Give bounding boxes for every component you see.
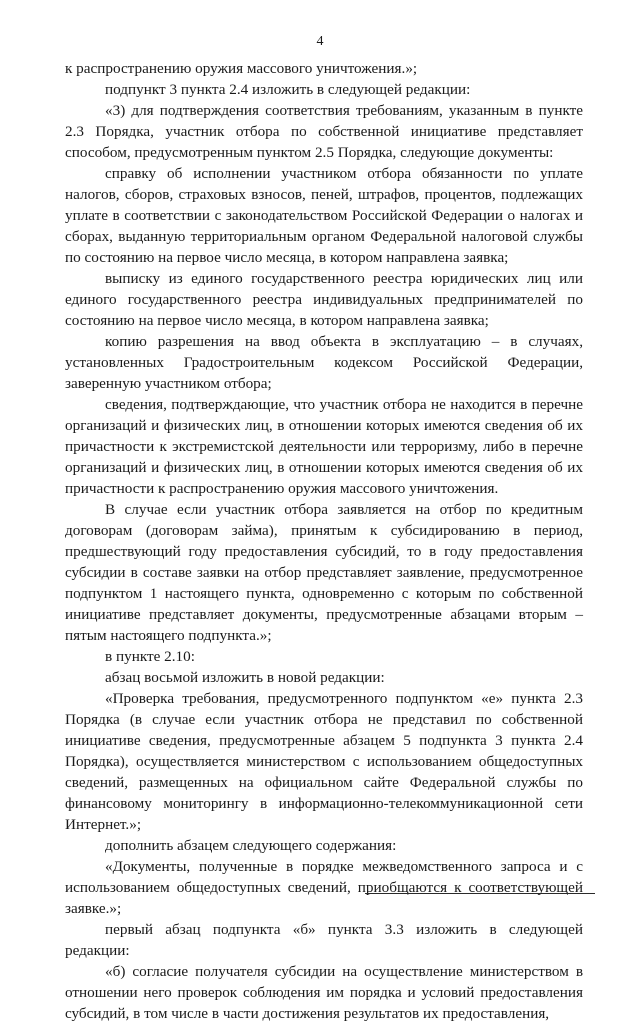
- document-body: [65, 58, 583, 1024]
- paragraph: «3) для подтверждения соответствия требованиям, указанным в пункте 2.3 Порядка, участник отбора по собственной инициативе представляет способом, предусмотренным пунктом 2.5 Порядка, следующие документы:: [65, 102, 583, 161]
- paragraph: «Документы, полученные в порядке межведомственного запроса и с использованием общедоступных сведений, приобщаются к соответствующей заявке.»;: [65, 858, 583, 917]
- paragraph: «б) согласие получателя субсидии на осуществление министерством в отношении него проверок соблюдения им порядка и условий предоставления субсидий, в том числе в части достижения результатов их предоставления,: [65, 963, 583, 1022]
- paragraph: в пункте 2.10:: [105, 648, 195, 665]
- paragraph: подпункт 3 пункта 2.4 изложить в следующей редакции:: [105, 81, 471, 98]
- paragraph: абзац восьмой изложить в новой редакции:: [105, 669, 385, 686]
- page-number: 4: [316, 34, 324, 49]
- footer-divider: [365, 893, 595, 894]
- paragraph: копию разрешения на ввод объекта в эксплуатацию – в случаях, установленных Градостроительным кодексом Российской Федерации, заверенную участником отбора;: [65, 333, 583, 392]
- paragraph: справку об исполнении участником отбора обязанности по уплате налогов, сборов, страховых взносов, пеней, штрафов, процентов, подлежащих уплате в соответствии с законодательством Российской Федерации о налогах и сборах, выданную территориальным органом Федеральной налоговой службы по состоянию на первое число месяца, в котором направлена заявка;: [65, 165, 583, 266]
- paragraph: В случае если участник отбора заявляется на отбор по кредитным договорам (договорам займа), принятым к субсидированию в период, предшествующий году предоставления субсидий, то в году предоставления субсидии в составе заявки на отбор представляет заявление, предусмотренное подпунктом 1 настоящего пункта, одновременно с которым по собственной инициативе представляет документы, предусмотренные абзацами вторым – пятым настоящего подпункта.»;: [65, 501, 583, 644]
- paragraph: первый абзац подпункта «б» пункта 3.3 изложить в следующей редакции:: [65, 921, 583, 959]
- paragraph: к распространению оружия массового уничтожения.»;: [65, 60, 418, 77]
- paragraph: «Проверка требования, предусмотренного подпунктом «е» пункта 2.3 Порядка (в случае если участник отбора не представил по собственной инициативе сведения, предусмотренные абзацем 5 подпункта 3 пункта 2.4 Порядка), осуществляется министерством с использованием общедоступных сведений, размещенных на официальном сайте Федеральной службы по финансовому мониторингу в информационно-телекоммуникационной сети Интернет.»;: [65, 690, 583, 833]
- paragraph: дополнить абзацем следующего содержания:: [105, 837, 397, 854]
- paragraph: сведения, подтверждающие, что участник отбора не находится в перечне организаций и физических лиц, в отношении которых имеются сведения об их причастности к экстремистской деятельности или терроризму, либо в перечне организаций и физических лиц, в отношении которых имеются сведения об их причастности к распространению оружия массового уничтожения.: [65, 396, 583, 497]
- paragraph: выписку из единого государственного реестра юридических лиц или единого государственного реестра индивидуальных предпринимателей по состоянию на первое число месяца, в котором направлена заявка;: [65, 270, 583, 329]
